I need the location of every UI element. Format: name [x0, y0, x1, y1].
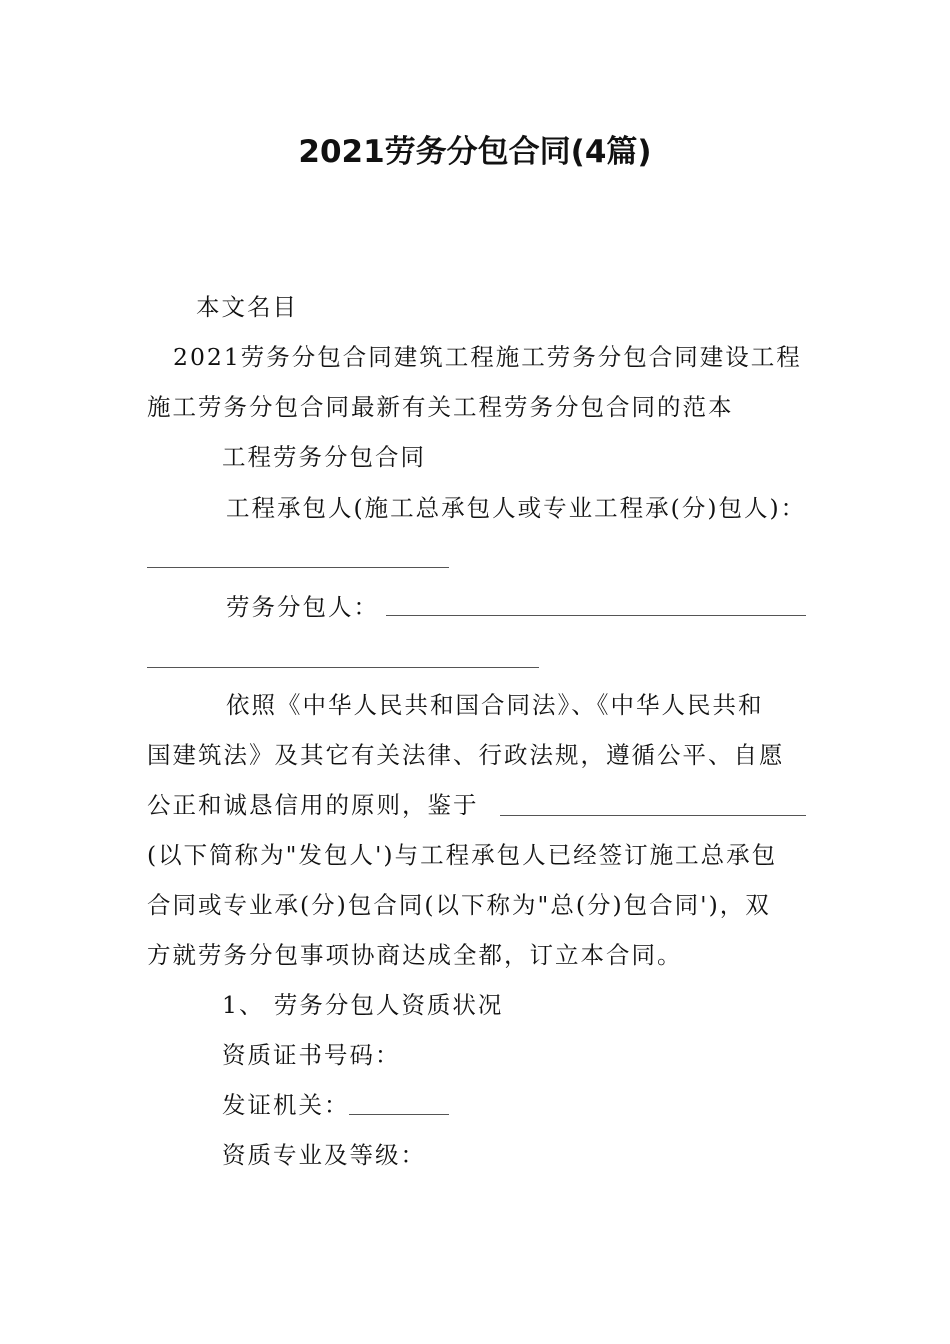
document-title: 2021劳务分包合同(4篇): [298, 134, 652, 170]
paragraph-line-6: 方就劳务分包事项协商达成全都，订立本合同。: [147, 941, 683, 969]
toc-heading: 本文名目: [196, 293, 298, 321]
qualification-label: 资质专业及等级：: [222, 1141, 426, 1169]
paragraph-line-3: 公正和诚恳信用的原则，鉴于: [147, 791, 479, 819]
cert-number-label: 资质证书号码：: [222, 1041, 401, 1069]
paragraph-line-1: 依照《中华人民共和国合同法》、《中华人民共和: [226, 691, 764, 719]
subcontractor-blank-line-1: [386, 615, 806, 616]
employer-blank-line: [500, 815, 806, 816]
contract-title: 工程劳务分包合同: [222, 443, 426, 471]
subcontractor-blank-line-2: [147, 667, 539, 668]
section-1-heading: 1、 劳务分包人资质状况: [222, 991, 504, 1019]
toc-line-1: 2021劳务分包合同建筑工程施工劳务分包合同建设工程: [173, 343, 802, 371]
toc-line-2: 施工劳务分包合同最新有关工程劳务分包合同的范本: [147, 393, 734, 421]
issuer-label: 发证机关：: [222, 1091, 350, 1119]
paragraph-line-5: 合同或专业承(分)包合同(以下称为"总(分)包合同')，双: [147, 891, 771, 919]
contractor-blank-line: [147, 567, 449, 568]
contractor-label: 工程承包人(施工总承包人或专业工程承(分)包人)：: [226, 494, 807, 522]
paragraph-line-4: (以下简称为"发包人')与工程承包人已经签订施工总承包: [147, 841, 778, 869]
subcontractor-label: 劳务分包人：: [226, 593, 379, 621]
paragraph-line-2: 国建筑法》及其它有关法律、行政法规，遵循公平、自愿: [147, 741, 785, 769]
issuer-blank-line: [349, 1114, 449, 1115]
